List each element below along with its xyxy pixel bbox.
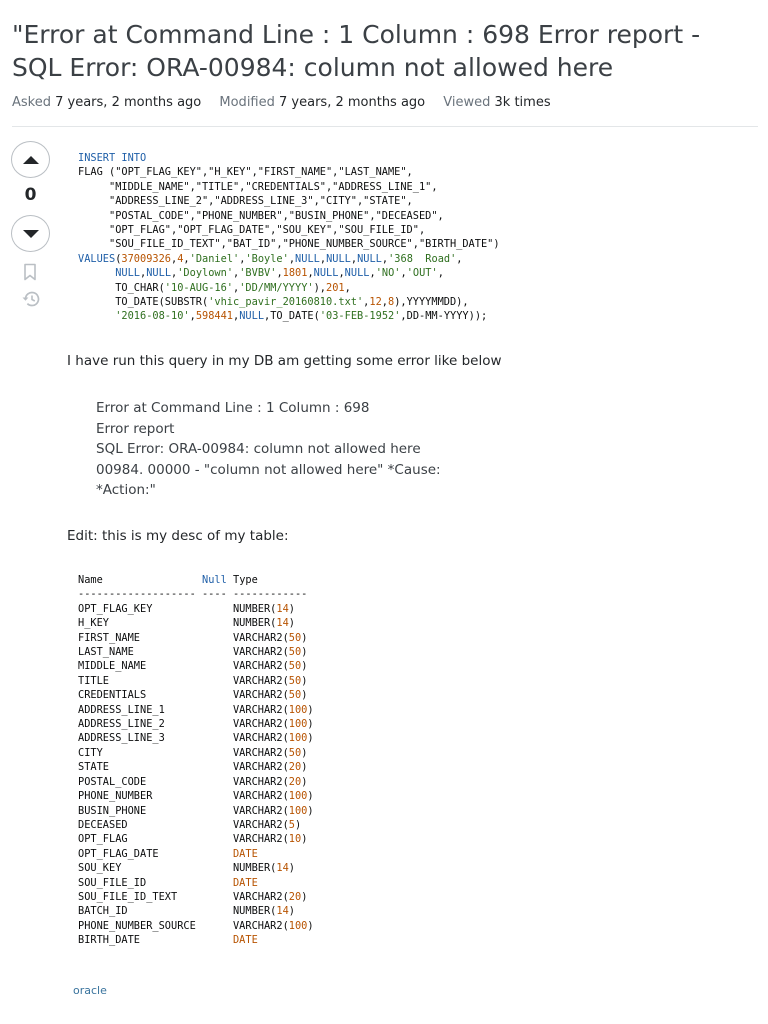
code-line	[78, 747, 307, 759]
code-token: 100	[288, 790, 308, 803]
code-token: ,	[338, 267, 345, 280]
code-line	[78, 862, 295, 874]
code-token: 20	[288, 775, 302, 788]
code-token: )	[288, 617, 295, 630]
code-line	[78, 761, 307, 773]
code-line	[78, 833, 307, 845]
code-token: '10-AUG-16'	[164, 281, 233, 294]
code-token: OPT_FLAG VARCHAR2(	[78, 833, 289, 846]
code-token: 50	[288, 674, 302, 687]
code-token: 10	[288, 833, 302, 846]
code-token: 50	[288, 631, 302, 644]
code-line	[78, 195, 413, 207]
code-token: 'Boyle'	[245, 252, 289, 265]
code-line	[78, 632, 307, 644]
code-token: ,	[381, 252, 389, 265]
code-token: ------------------- ---- ------------	[78, 588, 308, 601]
code-token: 14	[276, 905, 289, 918]
code-line	[78, 689, 307, 701]
code-token: FIRST_NAME VARCHAR2(	[78, 631, 289, 644]
code-line	[78, 660, 307, 672]
code-token: POSTAL_CODE VARCHAR2(	[78, 775, 289, 788]
code-token: ,	[369, 267, 376, 280]
code-line	[78, 848, 258, 860]
code-line	[78, 238, 500, 250]
code-token: 50	[288, 746, 302, 759]
code-token: NULL	[313, 267, 339, 280]
code-line	[78, 732, 314, 744]
code-token: CITY VARCHAR2(	[78, 746, 289, 759]
code-line	[78, 603, 295, 615]
code-line	[78, 675, 307, 687]
code-token: 12	[369, 296, 382, 309]
code-token: 20	[288, 890, 302, 903]
code-token: INSERT INTO	[78, 152, 147, 164]
code-token: )	[301, 646, 308, 659]
code-token: )	[307, 919, 314, 932]
modified-label: Modified	[219, 95, 275, 110]
code-token: "OPT_FLAG","OPT_FLAG_DATE","SOU_KEY","SOU_FILE_ID",	[78, 224, 426, 237]
code-line	[78, 152, 146, 164]
code-line	[78, 790, 314, 802]
code-line	[78, 877, 258, 889]
code-token: MIDDLE_NAME VARCHAR2(	[78, 660, 289, 673]
code-token: PHONE_NUMBER_SOURCE VARCHAR2(	[78, 919, 289, 932]
asked-value: 7 years, 2 months ago	[55, 95, 202, 110]
code-line	[78, 718, 314, 730]
code-token: Null	[202, 574, 227, 586]
code-token: 50	[288, 689, 302, 702]
code-line	[78, 296, 469, 308]
code-token: NULL	[295, 252, 320, 265]
code-token: ,	[233, 267, 240, 280]
code-token: Name	[78, 574, 202, 586]
upvote-button[interactable]	[11, 141, 50, 178]
code-token: "MIDDLE_NAME","TITLE","CREDENTIALS","ADDRESS_LINE_1",	[78, 180, 438, 193]
code-token: ,	[171, 252, 178, 265]
code-token: 100	[288, 732, 308, 745]
code-token: PHONE_NUMBER VARCHAR2(	[78, 790, 289, 803]
question-meta	[12, 95, 565, 110]
code-token: FLAG ("OPT_FLAG_KEY","H_KEY","FIRST_NAME","LAST_NAME",	[78, 166, 413, 179]
code-line	[78, 819, 301, 831]
code-token: NULL	[115, 267, 141, 280]
code-token: ,	[276, 267, 283, 280]
code-token: 'Doylown'	[177, 267, 234, 280]
code-token: H_KEY NUMBER(	[78, 617, 277, 630]
code-token: "SOU_FILE_ID_TEXT","BAT_ID","PHONE_NUMBER_SOURCE","BIRTH_DATE")	[78, 238, 500, 251]
code-line	[78, 646, 307, 658]
code-token: )	[301, 775, 308, 788]
code-token: '2016-08-10'	[115, 310, 190, 323]
code-token: ,TO_DATE(	[264, 310, 320, 323]
error-line: Error at Command Line : 1 Column : 698	[96, 400, 370, 416]
code-token: TO_CHAR(	[78, 281, 165, 294]
code-token: ),	[313, 281, 327, 294]
code-token: (	[115, 252, 122, 265]
code-token: '03-FEB-1952'	[319, 310, 401, 323]
code-token: 'vhic_pavir_20160810.txt'	[208, 296, 364, 309]
code-token: 201	[326, 281, 345, 294]
code-token: ADDRESS_LINE_3 VARCHAR2(	[78, 732, 289, 745]
code-token: OPT_FLAG_DATE	[78, 847, 233, 860]
tag-oracle[interactable]: oracle	[67, 982, 113, 999]
code-token	[78, 310, 115, 322]
code-token: )	[301, 631, 308, 644]
code-token: NULL	[357, 252, 382, 265]
code-token: 14	[276, 602, 289, 615]
code-line	[78, 166, 413, 178]
code-token: DATE	[232, 876, 258, 889]
edit-paragraph: Edit: this is my desc of my table:	[67, 528, 289, 544]
code-line	[78, 267, 444, 279]
bookmark-icon[interactable]	[22, 263, 38, 281]
code-token: 598441	[195, 310, 234, 323]
question-title[interactable]: "Error at Command Line : 1 Column : 698 Error report - SQL Error: ORA-00984: column not allowed here	[12, 20, 701, 82]
code-token: 100	[288, 804, 308, 817]
code-token: ,	[456, 252, 463, 265]
code-token: BATCH_ID NUMBER(	[78, 905, 277, 918]
code-line	[78, 181, 438, 193]
code-line	[78, 891, 307, 903]
code-token: ,	[307, 267, 314, 280]
code-token: )	[307, 790, 314, 803]
code-token: ,	[183, 252, 190, 265]
code-token: Type	[226, 574, 258, 586]
code-token: NULL	[239, 310, 265, 323]
code-line	[78, 224, 425, 236]
code-line	[78, 210, 444, 222]
code-token: 4	[177, 252, 184, 265]
code-token: )	[301, 746, 308, 759]
insert-code-block	[78, 151, 500, 324]
code-token: ,	[140, 267, 147, 280]
code-token: BIRTH_DATE	[78, 934, 233, 947]
code-line	[78, 310, 487, 322]
code-token	[78, 267, 115, 279]
code-token: STATE VARCHAR2(	[78, 761, 289, 774]
code-token: ,	[171, 267, 178, 280]
error-blockquote	[96, 398, 441, 501]
code-token: 100	[288, 718, 308, 731]
code-token: ,	[233, 281, 240, 294]
code-token: VALUES	[78, 252, 116, 265]
code-token: )	[307, 804, 314, 817]
code-token: 37009326	[121, 252, 172, 265]
title-divider	[12, 126, 758, 127]
code-token: )	[288, 905, 295, 918]
code-token: ,	[239, 252, 246, 265]
code-line	[78, 920, 314, 932]
code-token: ,	[363, 296, 370, 309]
code-token: ,	[233, 310, 240, 323]
error-line: SQL Error: ORA-00984: column not allowed here	[96, 441, 421, 457]
code-line	[78, 282, 351, 294]
code-token: 14	[276, 617, 289, 630]
code-token: "ADDRESS_LINE_2","ADDRESS_LINE_3","CITY","STATE",	[78, 195, 413, 208]
code-token: 'OUT'	[406, 267, 438, 280]
code-token: ,	[400, 267, 407, 280]
desc-code-block	[78, 573, 314, 948]
code-token: NULL	[344, 267, 370, 280]
code-line	[78, 617, 295, 629]
code-token: 1801	[282, 267, 308, 280]
code-token: 50	[288, 646, 302, 659]
code-line	[78, 574, 258, 586]
code-token: ),YYYYMMDD),	[394, 296, 469, 309]
code-token: ,	[189, 310, 196, 323]
code-token: CREDENTIALS VARCHAR2(	[78, 689, 289, 702]
error-line: 00984. 00000 - "column not allowed here" *Cause:	[96, 461, 441, 478]
downvote-button[interactable]	[11, 215, 50, 252]
code-token: 'DD/MM/YYYY'	[239, 281, 314, 294]
code-line	[78, 253, 463, 265]
history-icon[interactable]	[21, 290, 41, 308]
code-token: NULL	[146, 267, 172, 280]
viewed-label: Viewed	[443, 95, 491, 110]
code-token: DATE	[232, 847, 258, 860]
code-line	[78, 588, 307, 600]
code-token: )	[301, 890, 308, 903]
code-token: 8	[387, 296, 395, 309]
code-token: "POSTAL_CODE","PHONE_NUMBER","BUSIN_PHONE","DECEASED",	[78, 209, 444, 222]
code-token: )	[294, 818, 302, 831]
code-token: )	[301, 833, 308, 846]
code-token: DECEASED VARCHAR2(	[78, 818, 289, 831]
code-token: TO_DATE(SUBSTR(	[78, 296, 209, 309]
code-token: ,	[437, 267, 444, 280]
code-token: SOU_KEY NUMBER(	[78, 862, 277, 875]
code-line	[78, 805, 314, 817]
code-token: )	[307, 732, 314, 745]
code-token: OPT_FLAG_KEY NUMBER(	[78, 602, 277, 615]
code-token: 5	[288, 818, 295, 831]
code-token: ,	[350, 252, 358, 265]
error-line: *Action:"	[96, 482, 156, 498]
code-token: 20	[288, 761, 302, 774]
code-token: TITLE VARCHAR2(	[78, 674, 289, 687]
code-token: 'Daniel'	[189, 252, 240, 265]
code-token: BUSIN_PHONE VARCHAR2(	[78, 804, 289, 817]
code-token: 50	[288, 660, 302, 673]
code-token: 14	[276, 862, 289, 875]
code-line	[78, 905, 295, 917]
code-token: 'NO'	[375, 267, 401, 280]
code-token: )	[307, 718, 314, 731]
code-token: ADDRESS_LINE_1 VARCHAR2(	[78, 703, 289, 716]
code-token: ,	[381, 296, 388, 309]
code-token: DATE	[232, 934, 258, 947]
asked-label: Asked	[12, 95, 51, 110]
code-token: LAST_NAME VARCHAR2(	[78, 646, 289, 659]
code-token: )	[301, 660, 308, 673]
code-token: )	[288, 602, 295, 615]
code-token: 100	[288, 919, 308, 932]
code-line	[78, 934, 258, 946]
code-line	[78, 704, 314, 716]
code-token: )	[307, 703, 314, 716]
code-token: )	[301, 674, 308, 687]
modified-value[interactable]: 7 years, 2 months ago	[279, 95, 426, 110]
code-token: ,	[344, 281, 351, 294]
code-token: 'BVBV'	[239, 267, 277, 280]
code-token: ,DD-MM-YYYY));	[400, 310, 488, 323]
code-token: SOU_FILE_ID_TEXT VARCHAR2(	[78, 890, 289, 903]
code-token: 100	[288, 703, 308, 716]
code-line	[78, 776, 307, 788]
caret-down-icon	[22, 229, 40, 239]
code-token: SOU_FILE_ID	[78, 876, 233, 889]
code-token: ,	[288, 252, 296, 265]
caret-up-icon	[22, 155, 40, 165]
intro-paragraph: I have run this query in my DB am getting some error like below	[67, 353, 502, 369]
code-token: '368 Road'	[388, 252, 457, 265]
code-token: ,	[319, 252, 327, 265]
code-token: )	[301, 761, 308, 774]
code-token: )	[288, 862, 295, 875]
viewed-value: 3k times	[494, 95, 551, 110]
code-token: )	[301, 689, 308, 702]
code-token: NULL	[326, 252, 351, 265]
error-line: Error report	[96, 420, 175, 437]
code-token: ADDRESS_LINE_2 VARCHAR2(	[78, 718, 289, 731]
vote-score: 0	[24, 185, 37, 205]
